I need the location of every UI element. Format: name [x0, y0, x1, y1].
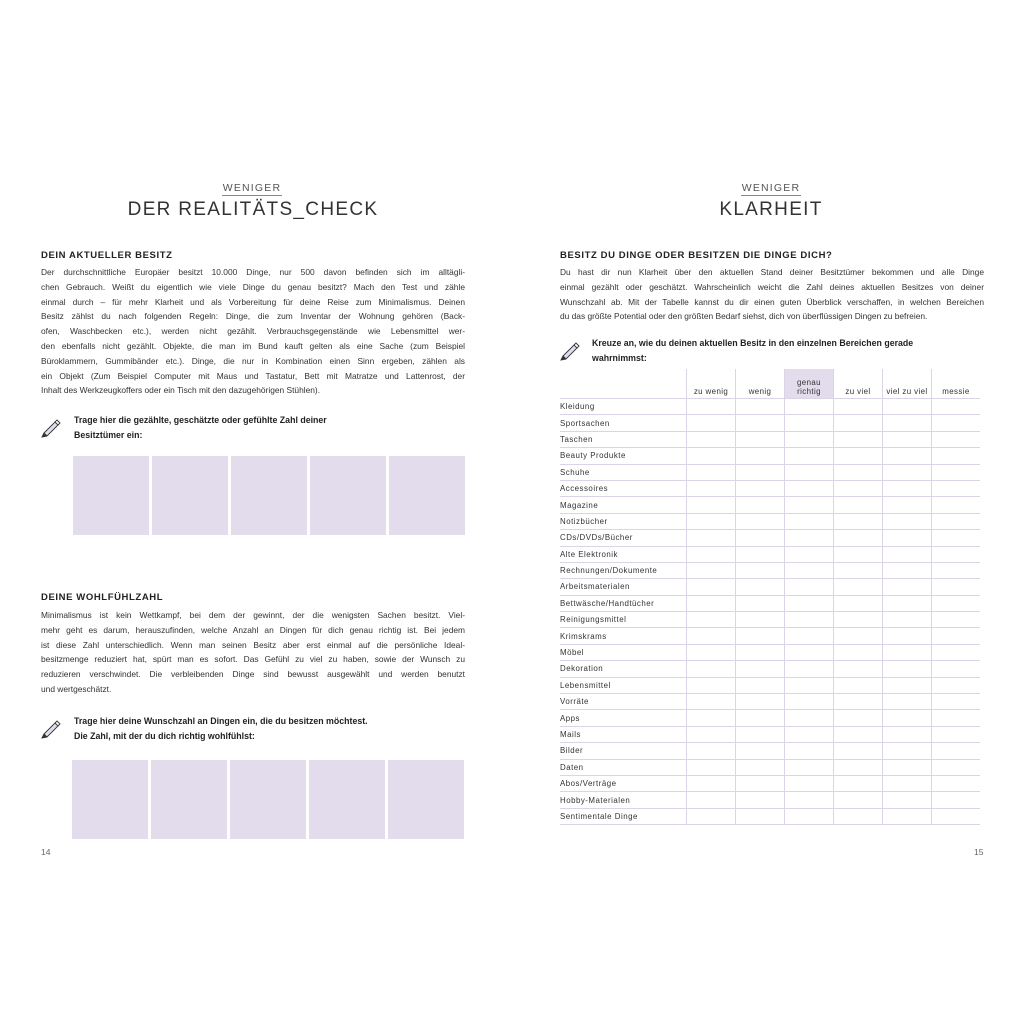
- checkbox-cell[interactable]: [785, 612, 834, 628]
- digit-box[interactable]: [230, 760, 306, 839]
- table-column-header: zu wenig: [687, 369, 736, 399]
- checkbox-cell[interactable]: [785, 694, 834, 710]
- row-category-label: Vorräte: [560, 694, 687, 710]
- checkbox-cell[interactable]: [687, 677, 736, 693]
- paragraph-line: Büroklammern, Gummibänder etc.). Dinge, die nur in Kombination einen Sinn ergeben, zählen als: [41, 355, 465, 366]
- digit-box[interactable]: [309, 760, 385, 839]
- checkbox-cell[interactable]: [785, 497, 834, 513]
- paragraph-line: reduzieren verschwindet. Die verbleibenden Dinge sind bewusst ausgewählt und werden benutzt: [41, 669, 465, 680]
- checkbox-cell[interactable]: [736, 628, 785, 644]
- checkbox-cell[interactable]: [785, 399, 834, 415]
- checkbox-cell[interactable]: [785, 562, 834, 578]
- checkbox-cell[interactable]: [736, 497, 785, 513]
- checkbox-cell[interactable]: [883, 497, 932, 513]
- checkbox-cell[interactable]: [687, 808, 736, 824]
- paragraph-line: einmal durch – für mehr Klarheit und als Vorbereitung für deine Reise zum Minimalismus. Deinen: [41, 296, 465, 307]
- checkbox-cell[interactable]: [883, 792, 932, 808]
- checkbox-cell[interactable]: [834, 759, 883, 775]
- checkbox-cell[interactable]: [736, 726, 785, 742]
- checkbox-cell[interactable]: [932, 399, 981, 415]
- checkbox-cell[interactable]: [785, 480, 834, 496]
- table-header-row: [560, 369, 980, 399]
- paragraph-line: Inhalt des Werkzeugkoffers oder ein Tisch mit den dazugehörigen Stühlen).: [41, 385, 321, 396]
- checkbox-cell[interactable]: [834, 464, 883, 480]
- checkbox-cell[interactable]: [932, 677, 981, 693]
- checkbox-cell[interactable]: [883, 530, 932, 546]
- table-row: [560, 464, 980, 480]
- checkbox-cell[interactable]: [736, 808, 785, 824]
- note-klarheit: [592, 336, 992, 366]
- table-row: [560, 562, 980, 578]
- checkbox-cell[interactable]: [883, 726, 932, 742]
- checkbox-cell[interactable]: [785, 677, 834, 693]
- table-row: [560, 546, 980, 562]
- paragraph-line: Wunschzahl ab. Mit der Tabelle kannst du dir einen guten Überblick verschaffen, in welchen Bereichen: [560, 296, 984, 307]
- digit-box[interactable]: [388, 760, 464, 839]
- checkbox-cell[interactable]: [736, 579, 785, 595]
- checkbox-cell[interactable]: [785, 808, 834, 824]
- row-category-label: Lebensmittel: [560, 677, 687, 693]
- checkbox-cell[interactable]: [736, 513, 785, 529]
- checkbox-cell[interactable]: [785, 431, 834, 447]
- checkbox-cell[interactable]: [736, 612, 785, 628]
- checkbox-cell[interactable]: [883, 694, 932, 710]
- row-category-label: Bettwäsche/Handtücher: [560, 595, 687, 611]
- checkbox-cell[interactable]: [883, 399, 932, 415]
- table-column-header: genau richtig: [785, 369, 834, 399]
- note-wohlfuehlzahl: [74, 714, 474, 744]
- checkbox-cell[interactable]: [736, 415, 785, 431]
- table-column-header: messie: [932, 369, 981, 399]
- checkbox-cell[interactable]: [785, 644, 834, 660]
- checkbox-cell[interactable]: [687, 759, 736, 775]
- checkbox-cell[interactable]: [932, 628, 981, 644]
- table-row: [560, 448, 980, 464]
- checkbox-cell[interactable]: [932, 612, 981, 628]
- paragraph-line: Minimalismus ist kein Wettkampf, bei dem der gewinnt, der die wenigsten Sachen besitzt. Viel-: [41, 610, 465, 620]
- checkbox-cell[interactable]: [687, 775, 736, 791]
- checkbox-cell[interactable]: [785, 661, 834, 677]
- checkbox-cell[interactable]: [687, 399, 736, 415]
- checkbox-cell[interactable]: [785, 415, 834, 431]
- checkbox-cell[interactable]: [736, 546, 785, 562]
- checkbox-cell[interactable]: [932, 579, 981, 595]
- table-row: [560, 431, 980, 447]
- table-column-header: wenig: [736, 369, 785, 399]
- paragraph-line: Der durchschnittliche Europäer besitzt 10.000 Dinge, nur 500 davon befinden sich im alltägli-: [41, 267, 465, 277]
- checkbox-cell[interactable]: [736, 595, 785, 611]
- checkbox-cell[interactable]: [687, 792, 736, 808]
- checkbox-cell[interactable]: [687, 497, 736, 513]
- row-category-label: Hobby-Materialen: [560, 792, 687, 808]
- row-category-label: Accessoires: [560, 480, 687, 496]
- checkbox-cell[interactable]: [785, 743, 834, 759]
- pencil-icon: [40, 416, 62, 438]
- section-heading-besitz: DEIN AKTUELLER BESITZ: [41, 250, 173, 261]
- table-row: [560, 595, 980, 611]
- checkbox-cell[interactable]: [785, 775, 834, 791]
- checkbox-cell[interactable]: [785, 513, 834, 529]
- checkbox-cell[interactable]: [932, 415, 981, 431]
- row-category-label: Reinigungsmittel: [560, 612, 687, 628]
- checkbox-cell[interactable]: [834, 546, 883, 562]
- checkbox-cell[interactable]: [883, 595, 932, 611]
- paragraph-line: du das größte Potential oder den größten Bedarf siehst, dich von überflüssigen Dingen zu befreien.: [560, 311, 928, 322]
- checkbox-cell[interactable]: [736, 694, 785, 710]
- checkbox-cell[interactable]: [834, 530, 883, 546]
- checkbox-cell[interactable]: [687, 743, 736, 759]
- checkbox-cell[interactable]: [932, 661, 981, 677]
- checkbox-cell[interactable]: [883, 661, 932, 677]
- right-page-title: KLARHEIT: [719, 199, 823, 220]
- paragraph-line: einmal gezählt oder geschätzt. Wahrscheinlich weicht die Zahl deines aktuellen Besitzes von deiner: [560, 281, 984, 292]
- paragraph-line: chen Gebrauch. Weißt du eigentlich wie viele Dinge du genau besitzt? Mach den Test und zähle: [41, 281, 465, 292]
- checkbox-cell[interactable]: [736, 448, 785, 464]
- paragraph-line: Du hast dir nun Klarheit über den aktuellen Stand deiner Besitztümer bekommen und alle Dinge: [560, 267, 984, 277]
- paragraph-line: ein Objekt (Zum Beispiel Computer mit Maus und Tastatur, Bett mit Matratze und Lattenrost, der: [41, 370, 465, 381]
- checkbox-cell[interactable]: [834, 628, 883, 644]
- digit-box[interactable]: [73, 456, 149, 535]
- checkbox-cell[interactable]: [834, 480, 883, 496]
- checkbox-cell[interactable]: [736, 480, 785, 496]
- checkbox-cell[interactable]: [883, 628, 932, 644]
- checkbox-cell[interactable]: [687, 448, 736, 464]
- pencil-icon: [559, 339, 581, 361]
- checkbox-cell[interactable]: [736, 743, 785, 759]
- row-category-label: Schuhe: [560, 464, 687, 480]
- checkbox-cell[interactable]: [932, 546, 981, 562]
- checkbox-cell[interactable]: [785, 710, 834, 726]
- table-column-header: zu viel: [834, 369, 883, 399]
- checkbox-cell[interactable]: [687, 694, 736, 710]
- table-header-category: [560, 369, 687, 399]
- row-category-label: Apps: [560, 710, 687, 726]
- row-category-label: Dekoration: [560, 661, 687, 677]
- note-line: Trage hier deine Wunschzahl an Dingen ein, die du besitzen möchtest.: [74, 716, 368, 726]
- checkbox-cell[interactable]: [932, 726, 981, 742]
- checkbox-cell[interactable]: [687, 661, 736, 677]
- checkbox-cell[interactable]: [687, 480, 736, 496]
- row-category-label: Rechnungen/Dokumente: [560, 562, 687, 578]
- table-row: [560, 497, 980, 513]
- checkbox-cell[interactable]: [687, 595, 736, 611]
- checkbox-cell[interactable]: [834, 808, 883, 824]
- checkbox-cell[interactable]: [883, 775, 932, 791]
- note-line: Die Zahl, mit der du dich richtig wohlfühlst:: [74, 731, 255, 741]
- checkbox-cell[interactable]: [736, 759, 785, 775]
- count-boxes-wohlfuehlzahl: [72, 760, 464, 839]
- note-line: Kreuze an, wie du deinen aktuellen Besitz in den einzelnen Bereichen gerade: [592, 338, 914, 348]
- checkbox-cell[interactable]: [883, 448, 932, 464]
- checkbox-cell[interactable]: [785, 546, 834, 562]
- checkbox-cell[interactable]: [687, 513, 736, 529]
- checkbox-cell[interactable]: [883, 480, 932, 496]
- paragraph-line: ofen, Waschbecken etc.), werden nicht gezählt. Verbrauchsgegenstände wie Lebensmittel wer-: [41, 326, 465, 337]
- checkbox-cell[interactable]: [785, 759, 834, 775]
- paragraph-klarheit: [560, 265, 984, 324]
- checkbox-cell[interactable]: [834, 595, 883, 611]
- digit-box[interactable]: [151, 760, 227, 839]
- checkbox-cell[interactable]: [834, 726, 883, 742]
- checkbox-cell[interactable]: [736, 775, 785, 791]
- checkbox-cell[interactable]: [883, 612, 932, 628]
- checkbox-cell[interactable]: [834, 497, 883, 513]
- note-line: wahrnimmst:: [592, 353, 647, 363]
- checkbox-cell[interactable]: [932, 562, 981, 578]
- row-category-label: Arbeitsmaterialen: [560, 579, 687, 595]
- checkbox-cell[interactable]: [883, 513, 932, 529]
- section-heading-klarheit: BESITZ DU DINGE ODER BESITZEN DIE DINGE DICH?: [560, 250, 833, 261]
- checkbox-cell[interactable]: [687, 628, 736, 644]
- checkbox-cell[interactable]: [883, 710, 932, 726]
- row-category-label: CDs/DVDs/Bücher: [560, 530, 687, 546]
- checkbox-cell[interactable]: [883, 677, 932, 693]
- left-kicker: WENIGER: [222, 182, 282, 194]
- table-body: [560, 399, 980, 825]
- paragraph-line: Besitz zählst du nach folgenden Regeln: Dinge, die zum Inventar der Wohnung gehören (Back-: [41, 311, 465, 322]
- table-row: [560, 775, 980, 791]
- row-category-label: Sentimentale Dinge: [560, 808, 687, 824]
- checkbox-cell[interactable]: [687, 612, 736, 628]
- checkbox-cell[interactable]: [932, 497, 981, 513]
- row-category-label: Bilder: [560, 743, 687, 759]
- checkbox-cell[interactable]: [932, 431, 981, 447]
- section-heading-wohlfuehlzahl: DEINE WOHLFÜHLZAHL: [41, 592, 164, 603]
- table-row: [560, 644, 980, 660]
- checkbox-cell[interactable]: [736, 562, 785, 578]
- checkbox-cell[interactable]: [687, 579, 736, 595]
- checkbox-cell[interactable]: [883, 415, 932, 431]
- checkbox-cell[interactable]: [785, 464, 834, 480]
- row-category-label: Sportsachen: [560, 415, 687, 431]
- row-category-label: Magazine: [560, 497, 687, 513]
- right-kicker: WENIGER: [741, 182, 801, 194]
- table-row: [560, 759, 980, 775]
- digit-box[interactable]: [231, 456, 307, 535]
- checkbox-cell[interactable]: [736, 710, 785, 726]
- checkbox-cell[interactable]: [932, 595, 981, 611]
- row-category-label: Krimskrams: [560, 628, 687, 644]
- checkbox-cell[interactable]: [687, 431, 736, 447]
- table-row: [560, 661, 980, 677]
- paragraph-line: ist diese Zahl unterschiedlich. Wenn man seinen Besitz aber erst einmal auf die persönliche Ideal-: [41, 639, 465, 650]
- paragraph-line: und wertgeschätzt.: [41, 683, 112, 694]
- pencil-icon: [40, 717, 62, 739]
- checkbox-cell[interactable]: [932, 464, 981, 480]
- checkbox-cell[interactable]: [834, 431, 883, 447]
- note-besitz: [74, 413, 474, 443]
- checkbox-cell[interactable]: [834, 743, 883, 759]
- row-category-label: Beauty Produkte: [560, 448, 687, 464]
- checkbox-cell[interactable]: [834, 775, 883, 791]
- checkbox-cell[interactable]: [834, 399, 883, 415]
- checkbox-cell[interactable]: [834, 415, 883, 431]
- checkbox-cell[interactable]: [687, 562, 736, 578]
- table-row: [560, 694, 980, 710]
- paragraph-besitz: [41, 265, 465, 398]
- checkbox-cell[interactable]: [883, 431, 932, 447]
- table-row: [560, 415, 980, 431]
- table-row: [560, 530, 980, 546]
- checkbox-cell[interactable]: [834, 792, 883, 808]
- checkbox-cell[interactable]: [834, 579, 883, 595]
- checkbox-cell[interactable]: [785, 792, 834, 808]
- checkbox-cell[interactable]: [736, 792, 785, 808]
- checkbox-cell[interactable]: [736, 530, 785, 546]
- checkbox-cell[interactable]: [932, 644, 981, 660]
- table-row: [560, 579, 980, 595]
- checkbox-cell[interactable]: [932, 710, 981, 726]
- checkbox-cell[interactable]: [834, 677, 883, 693]
- page-number: 14: [41, 847, 51, 857]
- table-row: [560, 399, 980, 415]
- checkbox-cell[interactable]: [932, 513, 981, 529]
- checkbox-cell[interactable]: [785, 448, 834, 464]
- checkbox-cell[interactable]: [736, 644, 785, 660]
- checkbox-cell[interactable]: [883, 464, 932, 480]
- checkbox-cell[interactable]: [687, 546, 736, 562]
- checkbox-cell[interactable]: [687, 644, 736, 660]
- row-category-label: Notizbücher: [560, 513, 687, 529]
- checkbox-cell[interactable]: [736, 399, 785, 415]
- page-number: 15: [974, 847, 984, 857]
- checkbox-cell[interactable]: [834, 694, 883, 710]
- checkbox-cell[interactable]: [883, 644, 932, 660]
- checkbox-cell[interactable]: [687, 710, 736, 726]
- checkbox-cell[interactable]: [785, 579, 834, 595]
- table-row: [560, 628, 980, 644]
- checkbox-cell[interactable]: [932, 792, 981, 808]
- checkbox-cell[interactable]: [932, 743, 981, 759]
- paragraph-line: mehr geht es darum, herauszufinden, welche Anzahl an Dingen für dich genau richtig ist. Bei jedem: [41, 624, 465, 635]
- row-category-label: Abos/Verträge: [560, 775, 687, 791]
- checkbox-cell[interactable]: [687, 726, 736, 742]
- row-category-label: Daten: [560, 759, 687, 775]
- checkbox-cell[interactable]: [883, 562, 932, 578]
- row-category-label: Alte Elektronik: [560, 546, 687, 562]
- table-column-header: viel zu viel: [883, 369, 932, 399]
- checkbox-cell[interactable]: [932, 530, 981, 546]
- table-row: [560, 808, 980, 824]
- checkbox-cell[interactable]: [883, 759, 932, 775]
- checkbox-cell[interactable]: [687, 530, 736, 546]
- checkbox-cell[interactable]: [785, 726, 834, 742]
- checkbox-cell[interactable]: [785, 628, 834, 644]
- checkbox-cell[interactable]: [736, 661, 785, 677]
- digit-box[interactable]: [72, 760, 148, 839]
- row-category-label: Mails: [560, 726, 687, 742]
- checkbox-cell[interactable]: [834, 513, 883, 529]
- checkbox-cell[interactable]: [736, 464, 785, 480]
- checkbox-cell[interactable]: [932, 694, 981, 710]
- count-boxes-besitz: [73, 456, 465, 535]
- checkbox-cell[interactable]: [932, 480, 981, 496]
- paragraph-wohlfuehlzahl: [41, 608, 465, 697]
- note-line: Besitztümer ein:: [74, 430, 143, 440]
- digit-box[interactable]: [389, 456, 465, 535]
- checkbox-cell[interactable]: [834, 644, 883, 660]
- checkbox-cell[interactable]: [785, 530, 834, 546]
- checkbox-cell[interactable]: [834, 661, 883, 677]
- table-row: [560, 612, 980, 628]
- checkbox-cell[interactable]: [883, 808, 932, 824]
- checkbox-cell[interactable]: [883, 579, 932, 595]
- table-row: [560, 513, 980, 529]
- checkbox-cell[interactable]: [687, 415, 736, 431]
- checkbox-cell[interactable]: [834, 710, 883, 726]
- checkbox-cell[interactable]: [736, 431, 785, 447]
- row-category-label: Möbel: [560, 644, 687, 660]
- table-row: [560, 710, 980, 726]
- paragraph-line: den ebenfalls nicht gezählt. Objekte, die man im Bund kauft gelten als eine Sache (zum Beispiel: [41, 340, 465, 351]
- checkbox-cell[interactable]: [687, 464, 736, 480]
- digit-box[interactable]: [310, 456, 386, 535]
- checkbox-cell[interactable]: [785, 595, 834, 611]
- checkbox-cell[interactable]: [834, 448, 883, 464]
- checkbox-cell[interactable]: [932, 759, 981, 775]
- table-row: [560, 792, 980, 808]
- table-row: [560, 677, 980, 693]
- checkbox-cell[interactable]: [883, 546, 932, 562]
- paragraph-line: besitzmenge reduziert hat, spürt man es sofort. Das Gefühl zu viel zu haben, sowie der Wunsch zu: [41, 654, 465, 665]
- table-row: [560, 480, 980, 496]
- note-line: Trage hier die gezählte, geschätzte oder gefühlte Zahl deiner: [74, 415, 327, 425]
- row-category-label: Kleidung: [560, 399, 687, 415]
- table-row: [560, 743, 980, 759]
- checkbox-cell[interactable]: [932, 775, 981, 791]
- checkbox-cell[interactable]: [834, 562, 883, 578]
- digit-box[interactable]: [152, 456, 228, 535]
- left-page-title: DER REALITÄTS_CHECK: [127, 199, 379, 220]
- right-page: [512, 0, 1024, 1024]
- checkbox-cell[interactable]: [834, 612, 883, 628]
- possession-table: [560, 369, 980, 825]
- table-row: [560, 726, 980, 742]
- row-category-label: Taschen: [560, 431, 687, 447]
- checkbox-cell[interactable]: [883, 743, 932, 759]
- checkbox-cell[interactable]: [932, 448, 981, 464]
- checkbox-cell[interactable]: [932, 808, 981, 824]
- checkbox-cell[interactable]: [736, 677, 785, 693]
